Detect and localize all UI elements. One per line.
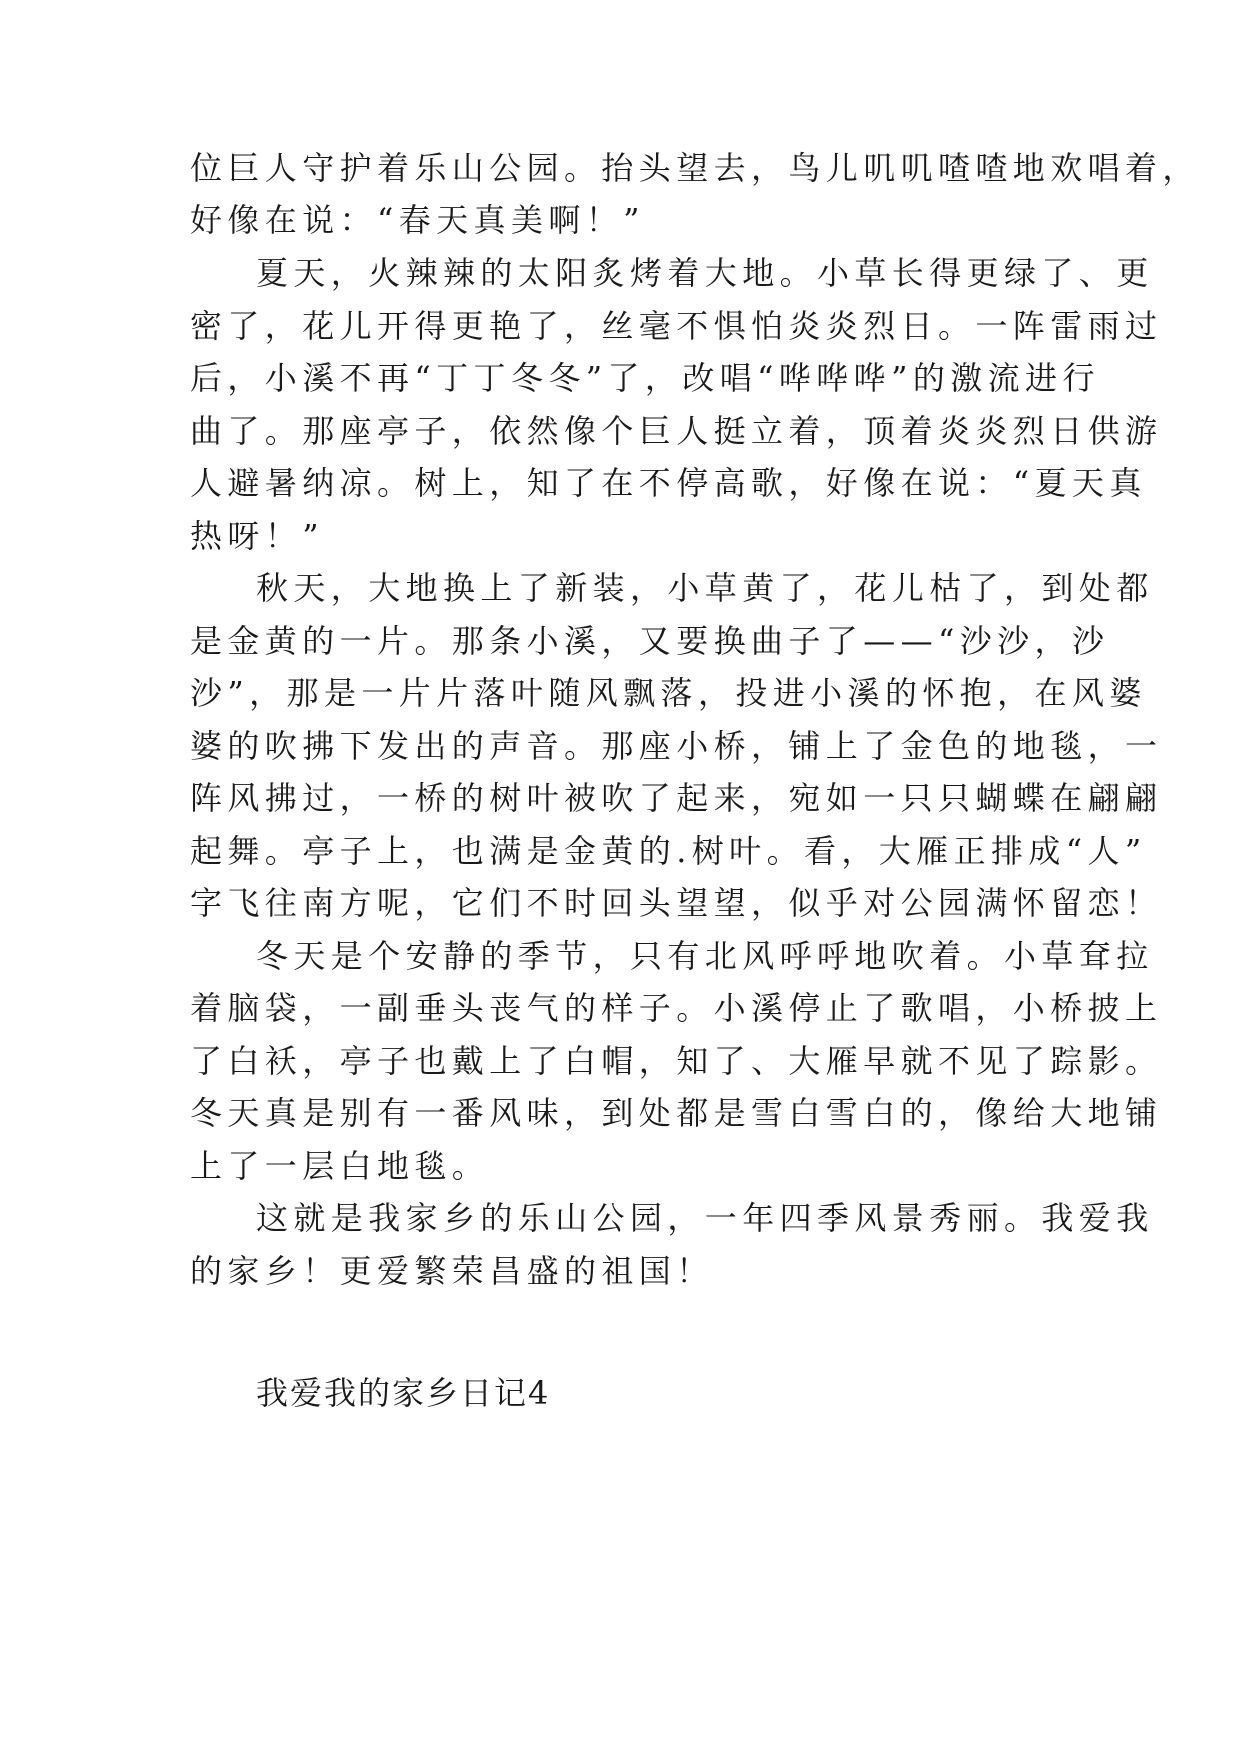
- text-line: 上了一层白地毯。: [190, 1147, 490, 1185]
- text-line: 好像在说：“春天真美啊！”: [190, 201, 645, 239]
- text-line: 的家乡！更爱繁荣昌盛的祖国！: [190, 1252, 714, 1290]
- text-line: 后，小溪不再“丁丁冬冬”了，改唱“哗哗哗”的激流进行: [190, 359, 1100, 397]
- text-line: 起舞。亭子上，也满是金黄的.树叶。看，大雁正排成“人”: [190, 832, 1147, 870]
- section-title: 我爱我的家乡日记4: [256, 1374, 551, 1412]
- paragraph-first-line: 冬天是个安静的季节，只有北风呼呼地吹着。小草耷拉: [256, 937, 1154, 975]
- text-line: 着脑袋，一副垂头丧气的样子。小溪停止了歌唱，小桥披上: [190, 989, 1163, 1027]
- text-line: 了白袄，亭子也戴上了白帽，知了、大雁早就不见了踪影。: [190, 1042, 1163, 1080]
- text-line: 沙”，那是一片片落叶随风飘落，投进小溪的怀抱，在风婆: [190, 674, 1147, 712]
- text-line: 热呀！”: [190, 517, 324, 555]
- text-line: 是金黄的一片。那条小溪，又要换曲子了——“沙沙，沙: [190, 622, 1110, 660]
- text-line: 冬天真是别有一番风味，到处都是雪白雪白的，像给大地铺: [190, 1094, 1163, 1132]
- text-line: 阵风拂过，一桥的树叶被吹了起来，宛如一只只蝴蝶在翩翩: [190, 779, 1163, 817]
- text-line: 曲了。那座亭子，依然像个巨人挺立着，顶着炎炎烈日供游: [190, 412, 1163, 450]
- paragraph-first-line: 秋天，大地换上了新装，小草黄了，花儿枯了，到处都: [256, 569, 1154, 607]
- text-line: 婆的吹拂下发出的声音。那座小桥，铺上了金色的地毯，一: [190, 727, 1163, 765]
- text-line: 密了，花儿开得更艳了，丝毫不惧怕炎炎烈日。一阵雷雨过: [190, 307, 1163, 345]
- text-line: 位巨人守护着乐山公园。抬头望去，鸟儿叽叽喳喳地欢唱着，: [190, 149, 1200, 187]
- text-line: 人避暑纳凉。树上，知了在不停高歌，好像在说：“夏天真: [190, 464, 1147, 502]
- text-line: 字飞往南方呢，它们不时回头望望，似乎对公园满怀留恋！: [190, 884, 1163, 922]
- paragraph-first-line: 这就是我家乡的乐山公园，一年四季风景秀丽。我爱我: [256, 1199, 1154, 1237]
- paragraph-first-line: 夏天，火辣辣的太阳炙烤着大地。小草长得更绿了、更: [256, 254, 1154, 292]
